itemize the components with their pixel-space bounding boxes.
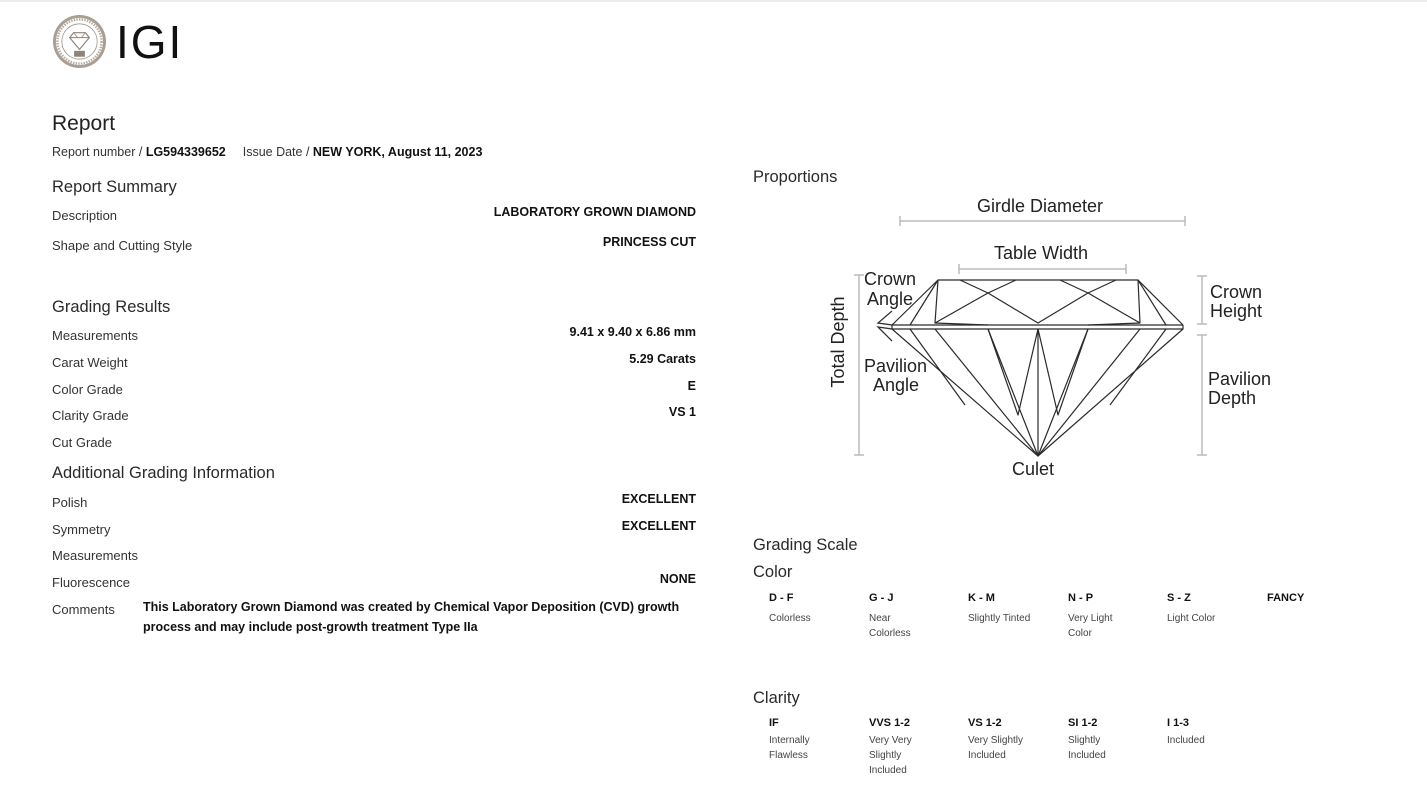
total-depth-dimension-line	[854, 275, 864, 455]
proportions-diagram	[800, 185, 1320, 495]
label-crown-angle-1: Crown	[864, 269, 917, 289]
color-desc-gj: Near Colorless	[869, 613, 911, 639]
additional-label-fluorescence: Fluorescence	[52, 575, 131, 590]
clarity-grade-if: IF	[769, 717, 779, 729]
label-pavilion-depth-2: Depth	[1208, 388, 1257, 408]
color-grade-gj: G - J	[869, 592, 894, 604]
clarity-grade-i: I 1-3	[1167, 717, 1190, 729]
grading-scale-title: Grading Scale	[753, 536, 858, 554]
brand-name: IGI	[116, 16, 184, 68]
logo	[52, 14, 192, 70]
diamond-outline	[892, 280, 1183, 456]
additional-info-title: Additional Grading Information	[52, 464, 275, 482]
summary-value-description: LABORATORY GROWN DIAMOND	[493, 205, 696, 219]
comments-label: Comments	[52, 602, 115, 617]
label-crown-height-1: Crown	[1210, 282, 1263, 302]
clarity-desc-i: Included	[1167, 735, 1205, 746]
grading-value-clarity: VS 1	[668, 405, 696, 419]
grading-value-measurements: 9.41 x 9.40 x 6.86 mm	[569, 325, 696, 339]
label-crown-angle-2: Angle	[867, 289, 914, 309]
label-table-width: Table Width	[993, 243, 1089, 263]
grading-value-carat: 5.29 Carats	[629, 352, 696, 366]
clarity-grade-si: SI 1-2	[1068, 717, 1098, 729]
report-title: Report	[52, 112, 116, 135]
table-width-dimension-line	[959, 264, 1126, 274]
color-desc-np: Very Light Color	[1068, 613, 1113, 639]
additional-label-polish: Polish	[52, 495, 88, 510]
report-number-label: Report number /	[52, 145, 143, 159]
grading-label-color: Color Grade	[52, 382, 123, 397]
grading-label-clarity: Clarity Grade	[52, 408, 129, 423]
issue-date: NEW YORK, August 11, 2023	[312, 145, 483, 159]
color-grade-np: N - P	[1068, 592, 1094, 604]
color-scale-title: Color	[753, 563, 793, 581]
grading-label-carat: Carat Weight	[52, 355, 128, 370]
girdle-diameter-dimension-line	[900, 216, 1185, 226]
summary-label-description: Description	[52, 208, 118, 223]
clarity-desc-si: Slightly Included	[1068, 735, 1106, 761]
additional-label-symmetry: Symmetry	[52, 522, 111, 537]
clarity-grade-vvs: VVS 1-2	[869, 717, 910, 729]
issue-date-label: Issue Date /	[242, 145, 310, 159]
grading-label-measurements: Measurements	[52, 328, 138, 343]
crown-height-dimension-line	[1197, 276, 1207, 324]
label-girdle-diameter: Girdle Diameter	[976, 196, 1104, 216]
report-summary-title: Report Summary	[52, 178, 177, 196]
comments-text: This Laboratory Grown Diamond was created by Chemical Vapor Deposition (CVD) growth process and may include post-growth treatment Type IIa	[143, 600, 680, 634]
grading-results-title: Grading Results	[52, 298, 171, 316]
color-grade-sz: S - Z	[1167, 592, 1191, 604]
clarity-scale-title: Clarity	[753, 689, 800, 707]
grading-label-cut: Cut Grade	[52, 435, 112, 450]
color-grade-df: D - F	[769, 592, 794, 604]
clarity-grade-vs: VS 1-2	[968, 717, 1002, 729]
proportions-title: Proportions	[753, 168, 838, 186]
crown-angle-marker	[878, 311, 892, 341]
clarity-desc-vvs: Very Very Slightly Included	[869, 735, 912, 776]
grading-value-color: E	[687, 379, 696, 393]
summary-value-shape: PRINCESS CUT	[602, 235, 696, 249]
clarity-desc-if: Internally Flawless	[769, 735, 810, 761]
additional-value-fluorescence: NONE	[659, 572, 696, 586]
color-grade-km: K - M	[968, 592, 995, 604]
label-culet: Culet	[1011, 459, 1055, 479]
additional-value-polish: EXCELLENT	[621, 492, 696, 506]
report-number: LG594339652	[145, 145, 226, 159]
label-pavilion-angle-2: Angle	[873, 375, 920, 395]
top-border	[0, 0, 1427, 2]
color-desc-km: Slightly Tinted	[968, 613, 1031, 624]
label-pavilion-angle-1: Pavilion	[864, 356, 928, 376]
additional-label-measurements: Measurements	[52, 548, 138, 563]
clarity-desc-vs: Very Slightly Included	[968, 735, 1024, 761]
summary-label-shape: Shape and Cutting Style	[52, 238, 193, 253]
report-meta	[52, 145, 482, 159]
label-crown-height-2: Height	[1210, 301, 1263, 321]
label-pavilion-depth-1: Pavilion	[1208, 369, 1272, 389]
color-grade-fancy: FANCY	[1267, 592, 1305, 604]
color-desc-df: Colorless	[769, 613, 811, 624]
igi-seal-icon	[52, 14, 107, 69]
label-total-depth: Total Depth	[828, 296, 848, 388]
pavilion-depth-dimension-line	[1197, 335, 1207, 455]
additional-value-symmetry: EXCELLENT	[621, 519, 696, 533]
color-desc-sz: Light Color	[1167, 613, 1216, 624]
